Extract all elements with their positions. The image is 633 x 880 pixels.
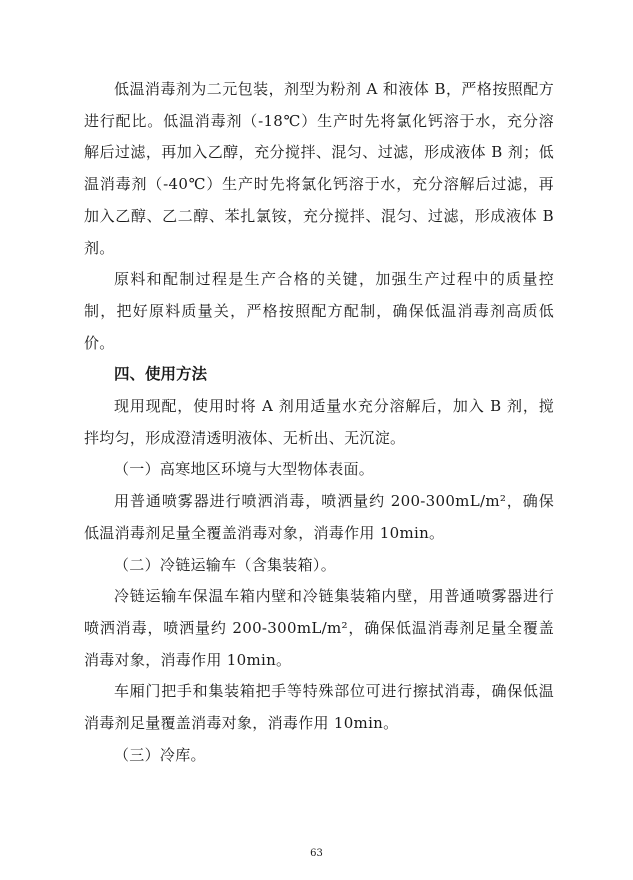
paragraph-quality-control: 原料和配制过程是生产合格的关键，加强生产过程中的质量控制，把好原料质量关，严格按照配方配制，确保低温消毒剂高质低价。: [84, 270, 554, 352]
section-heading: 四、使用方法: [114, 365, 208, 384]
paragraph-formulation: 低温消毒剂为二元包装，剂型为粉剂 A 和液体 B，严格按照配方进行配比。低温消毒剂（-18℃）生产时先将氯化钙溶于水，充分溶解后过滤，再加入乙醇，充分搅拌、混匀、过滤，形成液体 B 剂；低温消毒剂（-40℃）生产时先将氯化钙溶于水，充分溶解后过滤，再加入乙醇、乙二醇、苯扎氯铵，充分搅拌、混匀、过滤，形成液体 B 剂。: [84, 80, 554, 257]
subsection-text-1: 用普通喷雾器进行喷洒消毒，喷洒量约 200-300mL/m²，确保低温消毒剂足量全覆盖消毒对象，消毒作用 10min。: [84, 492, 554, 542]
subsection-title-1: （一）高寒地区环境与大型物体表面。: [114, 460, 375, 479]
section-intro: 现用现配，使用时将 A 剂用适量水充分溶解后，加入 B 剂，搅拌均匀，形成澄清透明液体、无析出、无沉淀。: [84, 397, 554, 447]
subsection-title-3: （三）冷库。: [114, 745, 206, 764]
page-number: 63: [310, 848, 323, 859]
subsection-text-2b: 车厢门把手和集装箱把手等特殊部位可进行擦拭消毒，确保低温消毒剂足量覆盖消毒对象，消毒作用 10min。: [84, 682, 554, 733]
page-body: [84, 74, 554, 771]
subsection-text-2a: 冷链运输车保温车箱内壁和冷链集装箱内壁，用普通喷雾器进行喷洒消毒，喷洒量约 200-300mL/m²，确保低温消毒剂足量全覆盖消毒对象，消毒作用 10min。: [84, 587, 554, 669]
subsection-title-2: （二）冷链运输车（含集装箱）。: [114, 555, 337, 574]
